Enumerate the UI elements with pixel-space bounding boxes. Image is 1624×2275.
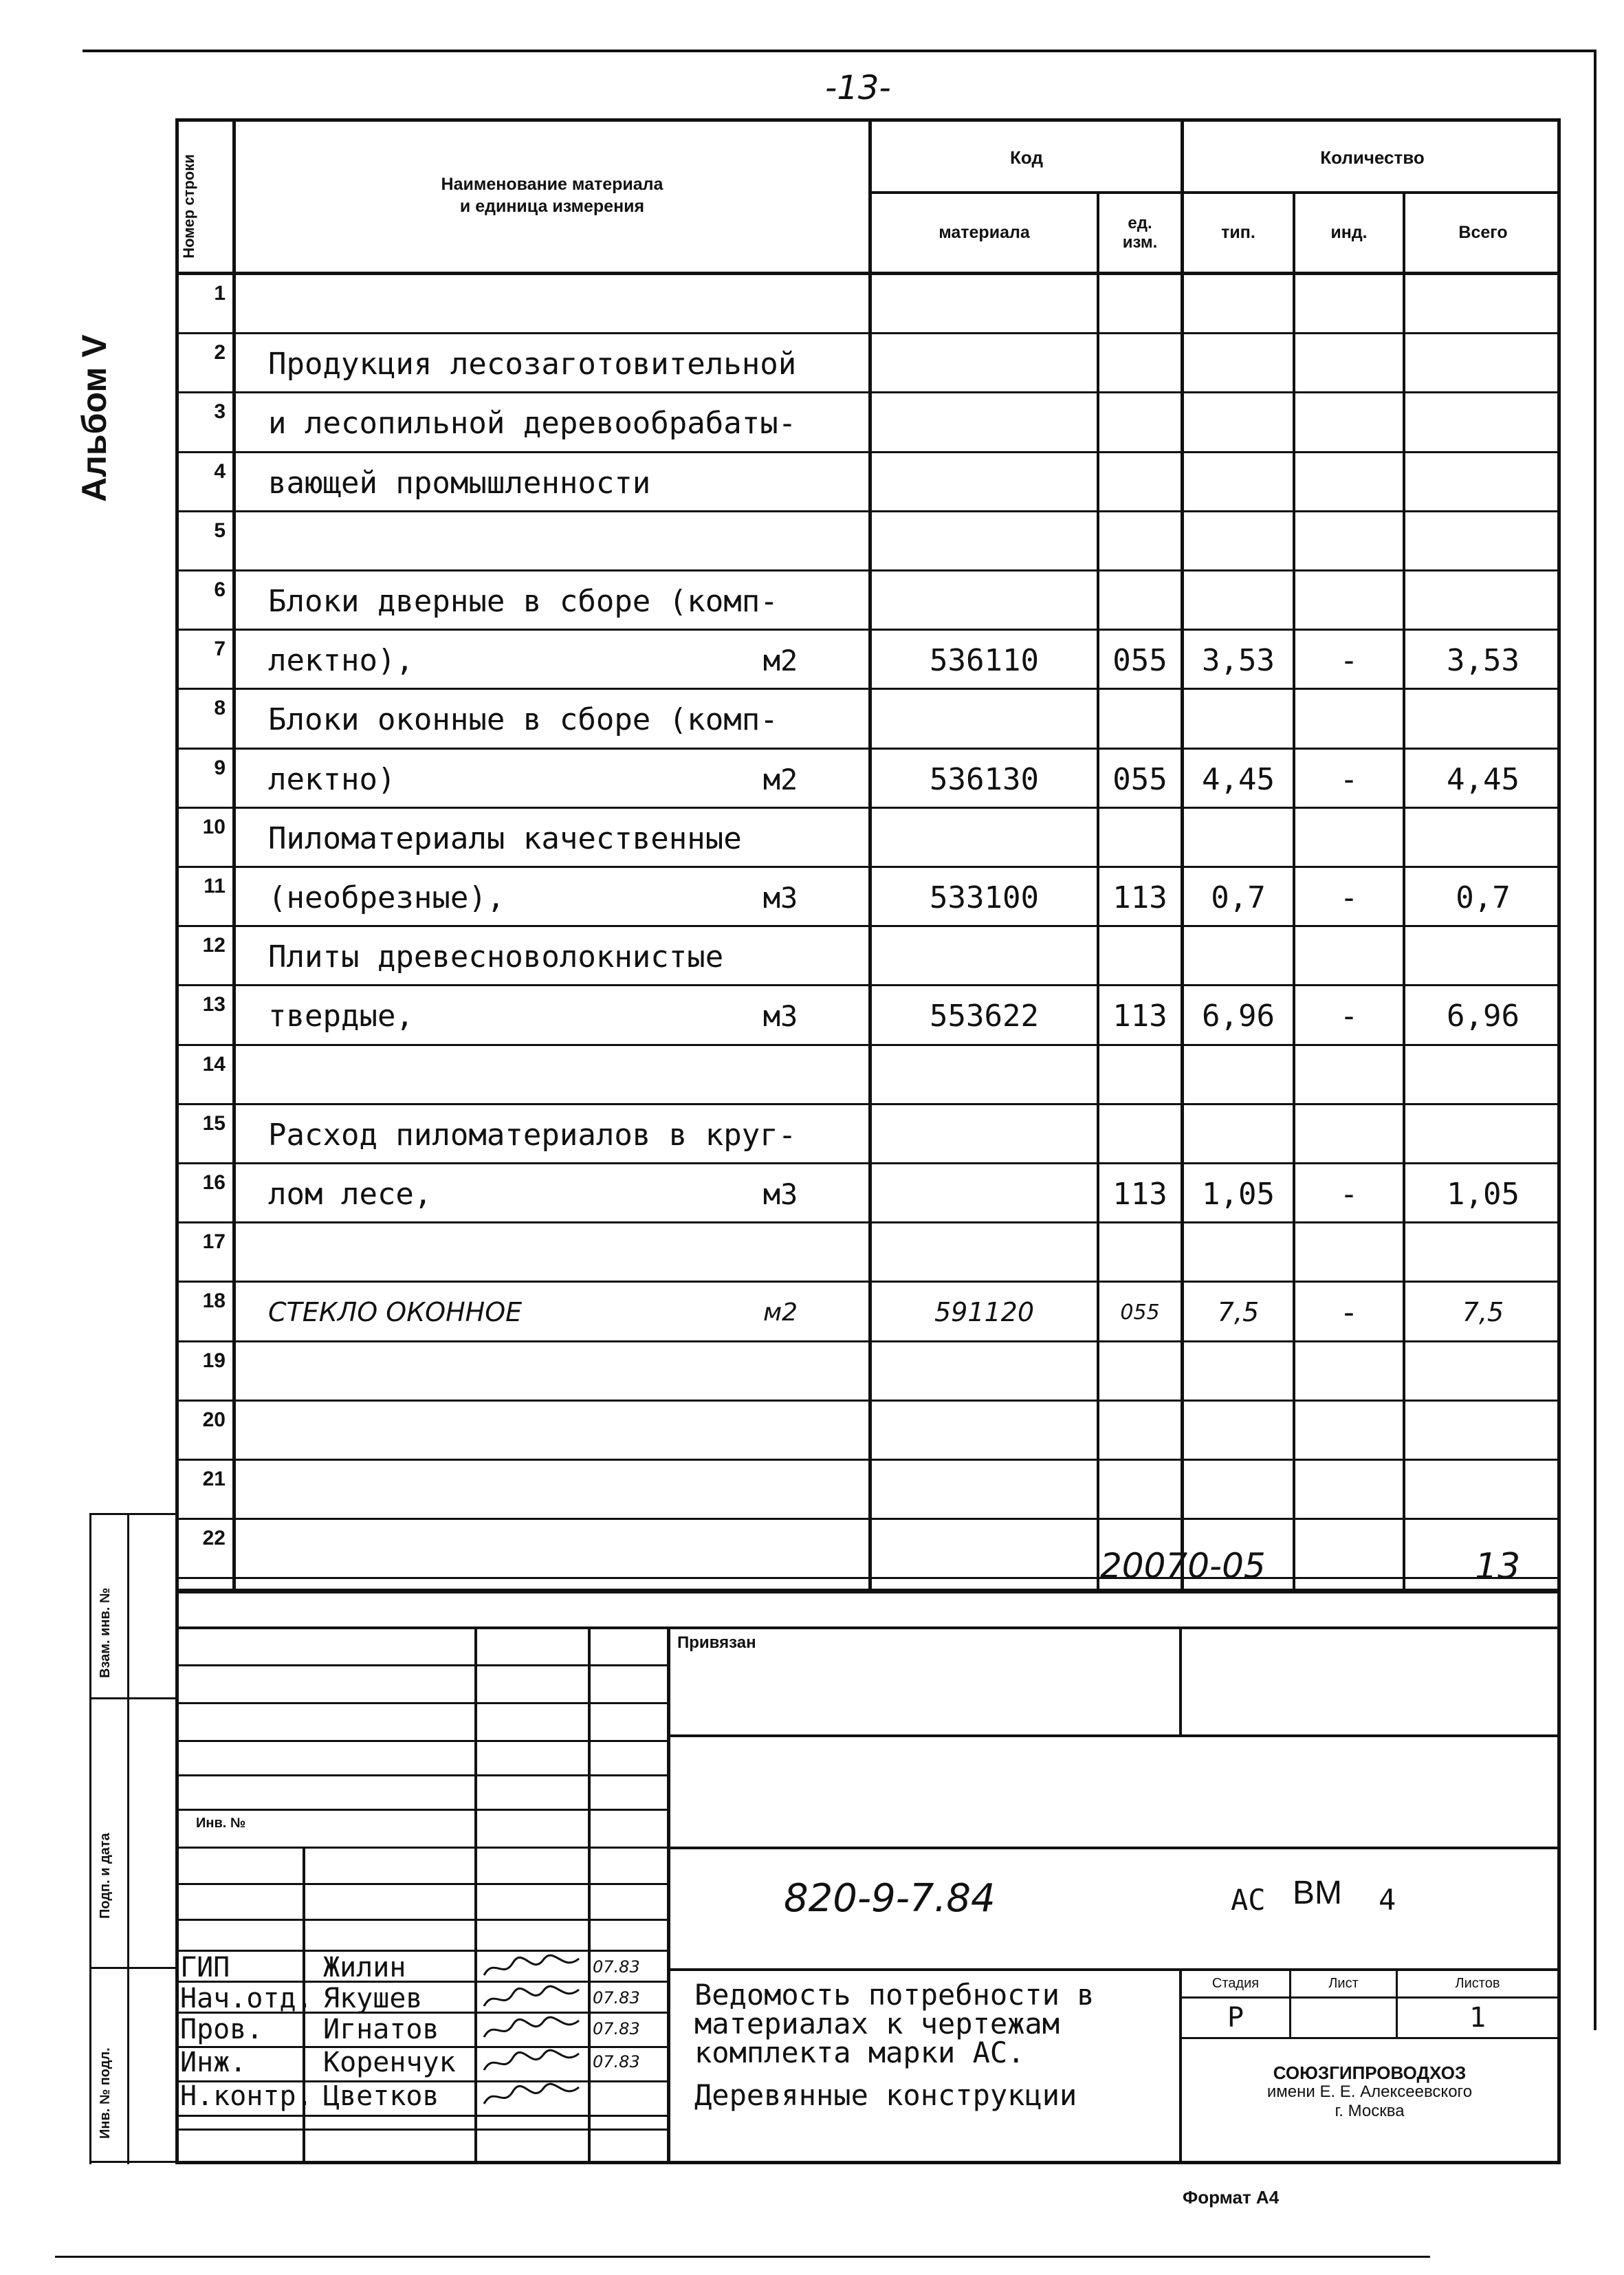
stage-label: Стадия (1211, 1976, 1260, 1991)
signer-date: 07.83 (593, 2052, 640, 2071)
row-number: 18 (202, 1289, 226, 1312)
row-material-code (872, 809, 1097, 868)
stamp-grid-line (175, 1664, 667, 1666)
header-ind: инд. (1330, 223, 1368, 242)
row-number: 21 (202, 1468, 226, 1490)
row-typ (1184, 1402, 1293, 1461)
album-label: Альбом V (75, 334, 113, 502)
row-ind: - (1339, 642, 1359, 678)
header-quantity: Количество (1320, 146, 1425, 168)
row-unit-code (1099, 690, 1181, 749)
stamp-grid-line (175, 1847, 667, 1849)
row-unit (743, 809, 818, 868)
stage-value: Р (1227, 2001, 1244, 2034)
doc-number: 820-9-7.84 (784, 1876, 996, 1921)
org-line-2: имени Е. Е. Алексеевского (1266, 2082, 1473, 2101)
row-number: 2 (214, 341, 226, 364)
stamp-line-divider (667, 1626, 670, 2164)
row-number: 22 (202, 1527, 226, 1549)
sheets-label: Листов (1455, 1976, 1500, 1991)
row-unit-code (1099, 927, 1181, 986)
org-line-3: г. Москва (1335, 2102, 1405, 2120)
row-name: и лесопильной деревообрабаты- (268, 405, 797, 441)
col-line-num (232, 118, 236, 1592)
row-unit-code (1099, 512, 1181, 572)
stamp-line-right (1557, 1590, 1561, 2164)
row-unit-code (1099, 1046, 1181, 1105)
row-ind (1295, 1520, 1403, 1579)
row-name: твердые, (268, 998, 414, 1034)
row-ind: - (1339, 880, 1359, 915)
row-total (1405, 1461, 1561, 1520)
row-name: лектно) (268, 761, 396, 797)
row-unit (743, 1520, 818, 1579)
row-typ: 6,96 (1202, 998, 1275, 1034)
org-line-1: СОЮЗГИПРОВОДХОЗ (1273, 2062, 1467, 2083)
people-col2 (474, 1626, 477, 2163)
row-unit (743, 1046, 818, 1105)
stamp-line-top (175, 1590, 1561, 1593)
row-total (1405, 334, 1561, 393)
row-number: 8 (214, 697, 226, 719)
stamp-grid-line (175, 1919, 667, 1921)
row-total (1405, 1046, 1561, 1105)
stamp-grid-line (175, 1883, 667, 1885)
row-number: 12 (202, 934, 226, 957)
row-ind (1295, 927, 1403, 986)
row-number: 1 (214, 282, 226, 305)
row-total (1405, 1223, 1561, 1283)
row-ind (1295, 1342, 1403, 1402)
row-number: 5 (214, 519, 226, 542)
row-ind: - (1339, 1176, 1359, 1212)
row-ind (1295, 1105, 1403, 1164)
stamp-line-left (175, 1590, 179, 2164)
signer-date: 07.83 (593, 2019, 640, 2038)
doc-title-line-2: материалах к чертежам (694, 2007, 1060, 2040)
row-unit-code (1099, 275, 1181, 334)
row-unit-code (1099, 572, 1181, 631)
header-row-number: Номер строки (180, 154, 197, 259)
row-name: вающей промышленности (268, 465, 651, 501)
row-unit-code (1099, 1461, 1181, 1520)
row-total (1405, 1105, 1561, 1164)
page-border-bottom (55, 2256, 1430, 2258)
row-total (1405, 1342, 1561, 1402)
stamp-grid-line (175, 1740, 667, 1742)
header-material: материала (939, 223, 1030, 242)
row-total (1405, 512, 1561, 572)
row-ind (1295, 453, 1403, 512)
row-ind: - (1339, 761, 1359, 797)
row-typ (1184, 809, 1293, 868)
header-typ: тип. (1221, 223, 1255, 242)
row-name: СТЕКЛО ОКОННОЕ (268, 1297, 523, 1327)
row-typ (1184, 393, 1293, 453)
row-material-code (872, 1046, 1097, 1105)
row-unit (743, 1223, 818, 1283)
privyazan-label: Привязан (677, 1633, 756, 1652)
header-unit: ед. изм. (1122, 213, 1158, 252)
row-material-code (872, 453, 1097, 512)
row-material-code (872, 927, 1097, 986)
row-total (1405, 809, 1561, 868)
row-unit (743, 453, 818, 512)
row-ind (1295, 275, 1403, 334)
signature-mark (480, 2047, 583, 2080)
row-number: 7 (214, 638, 226, 660)
row-total (1405, 572, 1561, 631)
row-unit (743, 572, 818, 631)
row-typ (1184, 572, 1293, 631)
row-total (1405, 393, 1561, 453)
row-typ (1184, 275, 1293, 334)
signer-role: Пров. (180, 2014, 263, 2045)
signature-mark (480, 2014, 583, 2047)
row-unit-code (1099, 1402, 1181, 1461)
signature-mark (480, 2080, 583, 2113)
row-number: 13 (202, 993, 226, 1016)
row-name: Расход пиломатериалов в круг- (268, 1117, 797, 1153)
row-material-code (872, 1223, 1097, 1283)
row-unit-code (1099, 809, 1181, 868)
row-ind: - (1343, 1294, 1354, 1330)
row-number: 14 (202, 1053, 226, 1076)
row-total (1405, 690, 1561, 749)
row-material-code: 553622 (930, 998, 1039, 1034)
signer-date: 07.83 (593, 1988, 640, 2007)
row-typ (1184, 1105, 1293, 1164)
row-total: 7,5 (1462, 1297, 1504, 1327)
row-name: лектно), (268, 642, 414, 678)
row-material-code: 533100 (930, 880, 1039, 915)
row-unit-code: 113 (1112, 1176, 1167, 1212)
row-material-code: 591120 (934, 1297, 1035, 1327)
doc-code-top: 20070-05 (1100, 1546, 1266, 1586)
row-name: Пиломатериалы качественные (268, 820, 742, 856)
side-label-inv: Инв. № подл. (98, 2047, 113, 2139)
row-unit (743, 275, 818, 334)
row-number: 11 (204, 875, 226, 897)
page-border-top (83, 50, 1595, 52)
row-total: 1,05 (1447, 1176, 1519, 1212)
row-ind (1295, 572, 1403, 631)
row-unit: м3 (762, 1177, 798, 1211)
signer-role: Инж. (180, 2047, 247, 2078)
row-total: 0,7 (1456, 880, 1511, 915)
row-ind (1295, 1461, 1403, 1520)
row-material-code (872, 512, 1097, 572)
stamp-grid-line (175, 1809, 667, 1811)
mark-number: 4 (1379, 1883, 1396, 1917)
row-unit-code: 113 (1112, 880, 1167, 915)
row-unit-code: 055 (1120, 1300, 1160, 1325)
row-typ (1184, 1046, 1293, 1105)
row-unit: м2 (762, 762, 798, 796)
side-strip-div2 (89, 1967, 177, 1969)
row-material-code: 536110 (930, 642, 1039, 678)
row-typ (1184, 1342, 1293, 1402)
row-typ: 0,7 (1211, 880, 1266, 915)
row-unit-code (1099, 334, 1181, 393)
row-number: 15 (202, 1112, 226, 1135)
row-typ (1184, 927, 1293, 986)
sheet-number-top: 13 (1475, 1546, 1521, 1587)
row-number: 6 (214, 578, 226, 601)
inv-no-label: Инв. № (196, 1816, 246, 1831)
row-material-code (872, 334, 1097, 393)
page-number: -13- (825, 69, 891, 107)
side-strip-top (89, 1513, 177, 1515)
side-strip-mid (127, 1513, 129, 2164)
row-material-code (872, 1105, 1097, 1164)
doc-title-line-3: комплекта марки АС. (694, 2036, 1025, 2069)
row-name: лом лесе, (268, 1176, 432, 1212)
row-typ: 3,53 (1202, 642, 1275, 678)
doc-title-line-4: Деревянные конструкции (694, 2078, 1077, 2112)
row-ind (1295, 334, 1403, 393)
row-unit-code (1099, 393, 1181, 453)
row-unit: м2 (762, 1298, 798, 1327)
row-material-code (872, 275, 1097, 334)
organization (1182, 2063, 1557, 2121)
side-strip-bottom (89, 2161, 177, 2163)
signer-role: Н.контр. (180, 2080, 313, 2112)
row-name: Блоки оконные в сборе (комп- (268, 701, 778, 737)
row-total: 4,45 (1447, 761, 1519, 797)
row-unit (743, 1402, 818, 1461)
row-unit (743, 334, 818, 393)
row-unit (743, 1342, 818, 1402)
signer-name: Жилин (323, 1952, 406, 1983)
header-code: Код (1010, 146, 1043, 168)
row-name: (необрезные), (268, 880, 505, 915)
row-material-code (872, 1342, 1097, 1402)
stamp-line-3 (667, 1734, 1561, 1737)
stamp-line-stage-row2 (1179, 2037, 1561, 2039)
row-material-code (872, 572, 1097, 631)
format-label: Формат А4 (1183, 2187, 1280, 2208)
header-total: Всего (1458, 223, 1508, 242)
signer-name: Якушев (323, 1983, 423, 2014)
row-unit (743, 1105, 818, 1164)
sheets-value: 1 (1469, 2001, 1486, 2034)
row-ind (1295, 809, 1403, 868)
side-label-vzam: Взам. инв. № (98, 1587, 113, 1678)
row-typ (1184, 690, 1293, 749)
row-name: Плиты древесноволокнистые (268, 939, 724, 975)
row-number: 16 (202, 1171, 226, 1194)
row-unit (743, 393, 818, 453)
row-typ (1184, 1461, 1293, 1520)
row-typ: 1,05 (1202, 1176, 1275, 1212)
stamp-grid-line (175, 2129, 667, 2131)
row-ind (1295, 1046, 1403, 1105)
row-number: 3 (214, 400, 226, 423)
row-material-code (872, 1520, 1097, 1579)
stamp-line-4 (667, 1847, 1561, 1849)
stamp-line-bottom (175, 2161, 1561, 2164)
row-unit (743, 927, 818, 986)
row-total: 3,53 (1447, 642, 1519, 678)
row-material-code (872, 690, 1097, 749)
stamp-line-priv (1179, 1626, 1182, 1737)
row-ind (1295, 393, 1403, 453)
row-total (1405, 1402, 1561, 1461)
row-number: 19 (202, 1349, 226, 1372)
header-name: Наименование материала и единица измерения (441, 174, 663, 216)
row-material-code (872, 1402, 1097, 1461)
stamp-grid-line (175, 2115, 667, 2117)
signature-mark (480, 1983, 583, 2016)
row-total (1405, 927, 1561, 986)
row-unit: м3 (762, 880, 798, 915)
row-unit: м3 (762, 999, 798, 1033)
side-strip-div1 (89, 1697, 177, 1699)
row-unit (743, 1461, 818, 1520)
row-typ (1184, 1223, 1293, 1283)
row-typ (1184, 453, 1293, 512)
row-unit-code (1099, 453, 1181, 512)
row-material-code: 536130 (930, 761, 1039, 797)
row-typ (1184, 334, 1293, 393)
row-material-code (872, 393, 1097, 453)
signature-mark (480, 1952, 583, 1985)
stamp-grid-line (175, 1950, 667, 1952)
row-material-code (872, 1164, 1097, 1223)
row-number: 10 (202, 816, 226, 838)
row-unit-code: 055 (1112, 642, 1167, 678)
row-unit-code (1099, 1342, 1181, 1402)
row-total (1405, 275, 1561, 334)
row-total (1405, 453, 1561, 512)
row-number: 20 (202, 1408, 226, 1431)
side-label-podp: Подп. и дата (98, 1833, 113, 1919)
page-border-right (1594, 50, 1596, 2030)
stamp-line-2 (175, 1626, 1561, 1629)
row-ind (1295, 512, 1403, 572)
row-typ: 4,45 (1202, 761, 1275, 797)
row-name: Продукция лесозаготовительной (268, 346, 797, 382)
signer-date: 07.83 (593, 1957, 640, 1977)
row-material-code (872, 1461, 1097, 1520)
row-number: 9 (214, 756, 226, 779)
signer-role: ГИП (180, 1952, 230, 1983)
row-unit: м2 (762, 643, 798, 677)
row-ind: - (1339, 998, 1359, 1034)
row-number: 4 (214, 460, 226, 483)
doc-title-line-1: Ведомость потребности в (694, 1978, 1095, 2012)
mark-code: ВМ (1293, 1875, 1342, 1911)
sheet-label: Лист (1328, 1976, 1359, 1991)
mark-prefix: АС (1231, 1883, 1266, 1917)
row-unit-code: 113 (1112, 998, 1167, 1034)
stamp-grid-line (175, 1702, 667, 1704)
row-typ: 7,5 (1217, 1297, 1260, 1327)
row-name: Блоки дверные в сборе (комп- (268, 583, 778, 619)
row-unit (743, 512, 818, 572)
row-unit (743, 690, 818, 749)
row-typ (1184, 512, 1293, 572)
row-unit-code (1099, 1105, 1181, 1164)
row-number: 17 (202, 1230, 226, 1253)
signer-name: Коренчук (323, 2047, 456, 2078)
people-col3 (588, 1626, 591, 2163)
signer-name: Цветков (323, 2080, 439, 2112)
row-ind (1295, 690, 1403, 749)
stamp-grid-line (175, 1774, 667, 1776)
row-unit-code (1099, 1223, 1181, 1283)
row-ind (1295, 1223, 1403, 1283)
signer-role: Нач.отд. (180, 1983, 313, 2014)
side-strip-left (89, 1513, 91, 2164)
row-total: 6,96 (1447, 998, 1519, 1034)
row-unit-code: 055 (1112, 761, 1167, 797)
signer-name: Игнатов (323, 2014, 439, 2045)
doc-title (694, 1978, 1095, 2112)
row-ind (1295, 1402, 1403, 1461)
